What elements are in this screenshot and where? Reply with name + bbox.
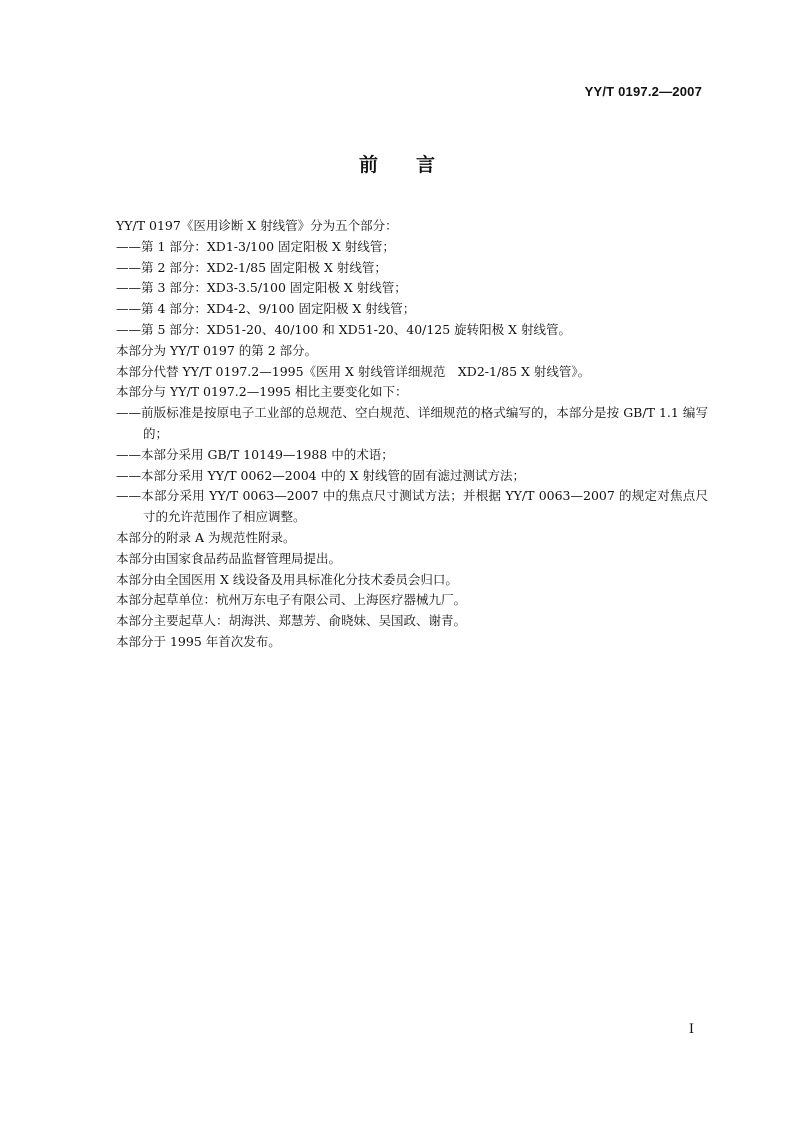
- paragraph: 本部分与 YY/T 0197.2—1995 相比主要变化如下：: [116, 384, 408, 400]
- document-code: YY/T 0197.2—2007: [584, 84, 702, 99]
- paragraph: 本部分起草单位：杭州万东电子有限公司、上海医疗器械九厂。: [116, 592, 467, 608]
- paragraph: 本部分由全国医用 X 线设备及用具标准化分技术委员会归口。: [116, 571, 458, 587]
- paragraph: 本部分主要起草人：胡海洪、郑慧芳、俞晓妹、吴国政、谢青。: [116, 613, 467, 629]
- change-list-item: ——本部分采用 YY/T 0062—2004 中的 X 射线管的固有滤过测试方法；: [116, 467, 525, 483]
- change-list-item: ——本部分采用 YY/T 0063—2007 中的焦点尺寸测试方法；并根据 YY/T 0063—2007 的规定对焦点尺寸的允许范围作了相应调整。: [116, 488, 708, 525]
- page-title: 前言: [358, 154, 473, 176]
- change-list-item: ——前版标准是按原电子工业部的总规范、空白规范、详细规范的格式编写的，本部分是按 GB/T 1.1 编写的；: [116, 405, 708, 441]
- part-list-item: ——第 2 部分：XD2-1/85 固定阳极 X 射线管；: [116, 259, 387, 275]
- foreword-intro: YY/T 0197《医用诊断 X 射线管》分为五个部分：: [116, 218, 398, 233]
- part-list-item: ——第 1 部分：XD1-3/100 固定阳极 X 射线管；: [116, 238, 395, 254]
- foreword-body: [116, 216, 708, 653]
- paragraph: 本部分的附录 A 为规范性附录。: [116, 529, 296, 545]
- part-list-item: ——第 4 部分：XD4-2、9/100 固定阳极 X 射线管；: [116, 301, 416, 317]
- page-number: I: [688, 1022, 694, 1037]
- paragraph: 本部分于 1995 年首次发布。: [116, 633, 281, 649]
- paragraph: 本部分代替 YY/T 0197.2—1995《医用 X 射线管详细规范 XD2-1/85 X 射线管》。: [116, 363, 591, 379]
- paragraph: 本部分为 YY/T 0197 的第 2 部分。: [116, 342, 318, 358]
- part-list-item: ——第 3 部分：XD3-3.5/100 固定阳极 X 射线管；: [116, 280, 407, 296]
- paragraph: 本部分由国家食品药品监督管理局提出。: [116, 550, 342, 566]
- part-list-item: ——第 5 部分：XD51-20、40/100 和 XD51-20、40/125 旋转阳极 X 射线管。: [116, 321, 572, 337]
- change-list-item: ——本部分采用 GB/T 10149—1988 中的术语；: [116, 446, 394, 462]
